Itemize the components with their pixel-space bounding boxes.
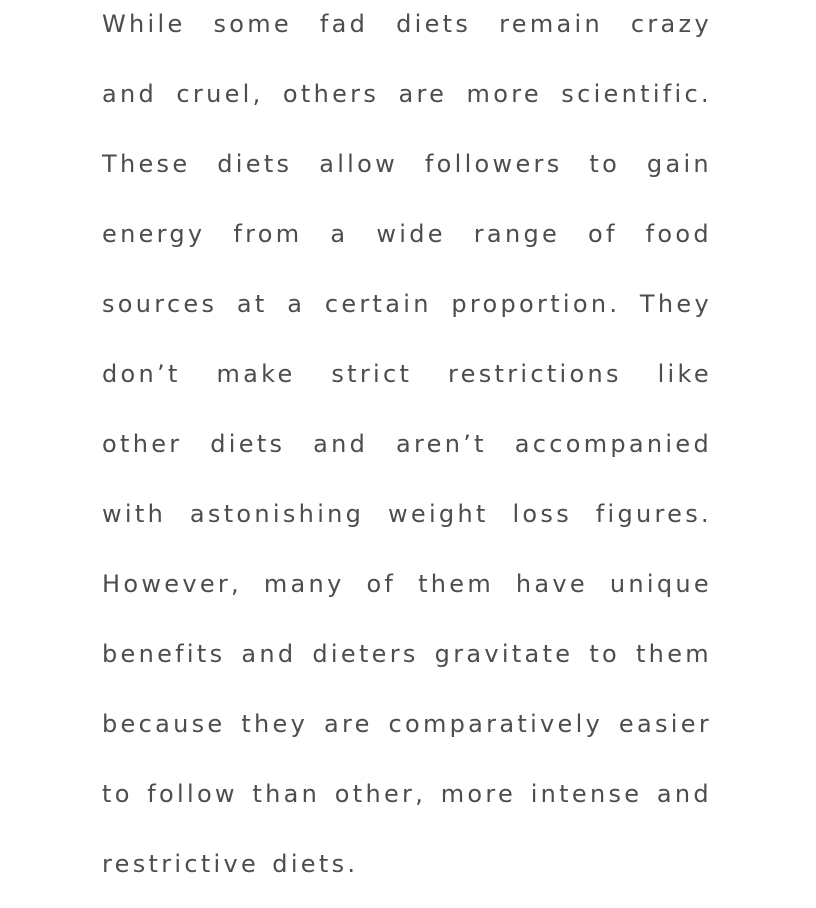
word: and bbox=[102, 80, 158, 108]
word: strict bbox=[331, 360, 413, 388]
word: them bbox=[418, 570, 495, 598]
word: to bbox=[589, 150, 621, 178]
word: comparatively bbox=[388, 710, 604, 738]
word: are bbox=[323, 710, 373, 738]
word: unique bbox=[609, 570, 712, 598]
word: These bbox=[102, 150, 191, 178]
paragraph-line bbox=[102, 290, 712, 330]
word: While bbox=[102, 10, 186, 38]
word: with bbox=[102, 500, 167, 528]
word: have bbox=[515, 570, 588, 598]
word: cruel, bbox=[176, 80, 264, 108]
word: at bbox=[236, 290, 268, 318]
word: accompanied bbox=[514, 430, 712, 458]
word: restrictive bbox=[102, 850, 260, 878]
word: gain bbox=[646, 150, 712, 178]
paragraph-line bbox=[102, 220, 712, 260]
paragraph-line bbox=[102, 710, 712, 750]
word: diets bbox=[396, 10, 472, 38]
word: crazy bbox=[630, 10, 712, 38]
word: loss bbox=[512, 500, 573, 528]
word: weight bbox=[387, 500, 489, 528]
word: proportion. bbox=[451, 290, 621, 318]
word: a bbox=[287, 290, 306, 318]
word: diets bbox=[210, 430, 286, 458]
word: and bbox=[241, 640, 297, 668]
word: and bbox=[656, 780, 712, 808]
word: a bbox=[330, 220, 349, 248]
word: than bbox=[252, 780, 321, 808]
word: followers bbox=[424, 150, 563, 178]
word: don’t bbox=[102, 360, 181, 388]
word: diets. bbox=[272, 850, 359, 878]
paragraph-line bbox=[102, 10, 712, 50]
word: intense bbox=[530, 780, 643, 808]
word: like bbox=[657, 360, 712, 388]
word: food bbox=[645, 220, 712, 248]
paragraph-line bbox=[102, 780, 712, 820]
word: However, bbox=[102, 570, 242, 598]
word: more bbox=[440, 780, 517, 808]
word: to bbox=[102, 780, 133, 808]
paragraph-line bbox=[102, 570, 712, 610]
word: other, bbox=[334, 780, 427, 808]
word: dieters bbox=[312, 640, 419, 668]
word: certain bbox=[324, 290, 432, 318]
word: allow bbox=[319, 150, 399, 178]
word: from bbox=[233, 220, 303, 248]
word: figures. bbox=[595, 500, 712, 528]
word: make bbox=[216, 360, 296, 388]
word: gravitate bbox=[434, 640, 574, 668]
word: range bbox=[473, 220, 561, 248]
word: of bbox=[366, 570, 397, 598]
paragraph-line bbox=[102, 150, 712, 190]
word: restrictions bbox=[447, 360, 622, 388]
word: They bbox=[639, 290, 712, 318]
word: of bbox=[588, 220, 618, 248]
word: energy bbox=[102, 220, 206, 248]
word: are bbox=[398, 80, 448, 108]
word: because bbox=[102, 710, 226, 738]
word: sources bbox=[102, 290, 218, 318]
word: benefits bbox=[102, 640, 226, 668]
word: to bbox=[589, 640, 621, 668]
paragraph-line bbox=[102, 360, 712, 400]
word: more bbox=[466, 80, 542, 108]
paragraph-line bbox=[102, 80, 712, 120]
word: astonishing bbox=[189, 500, 365, 528]
word: follow bbox=[147, 780, 238, 808]
word: remain bbox=[499, 10, 603, 38]
word: aren’t bbox=[396, 430, 487, 458]
word: them bbox=[635, 640, 712, 668]
word: diets bbox=[217, 150, 293, 178]
word: they bbox=[241, 710, 309, 738]
paragraph-line bbox=[102, 640, 712, 680]
word: easier bbox=[618, 710, 712, 738]
word: fad bbox=[319, 10, 369, 38]
paragraph-line bbox=[102, 500, 712, 540]
word: many bbox=[263, 570, 345, 598]
word: and bbox=[313, 430, 369, 458]
word: some bbox=[213, 10, 292, 38]
paragraph-line bbox=[102, 430, 712, 470]
word: scientific. bbox=[561, 80, 712, 108]
paragraph-line-last bbox=[102, 850, 712, 890]
word: wide bbox=[376, 220, 446, 248]
word: others bbox=[282, 80, 380, 108]
word: other bbox=[102, 430, 183, 458]
